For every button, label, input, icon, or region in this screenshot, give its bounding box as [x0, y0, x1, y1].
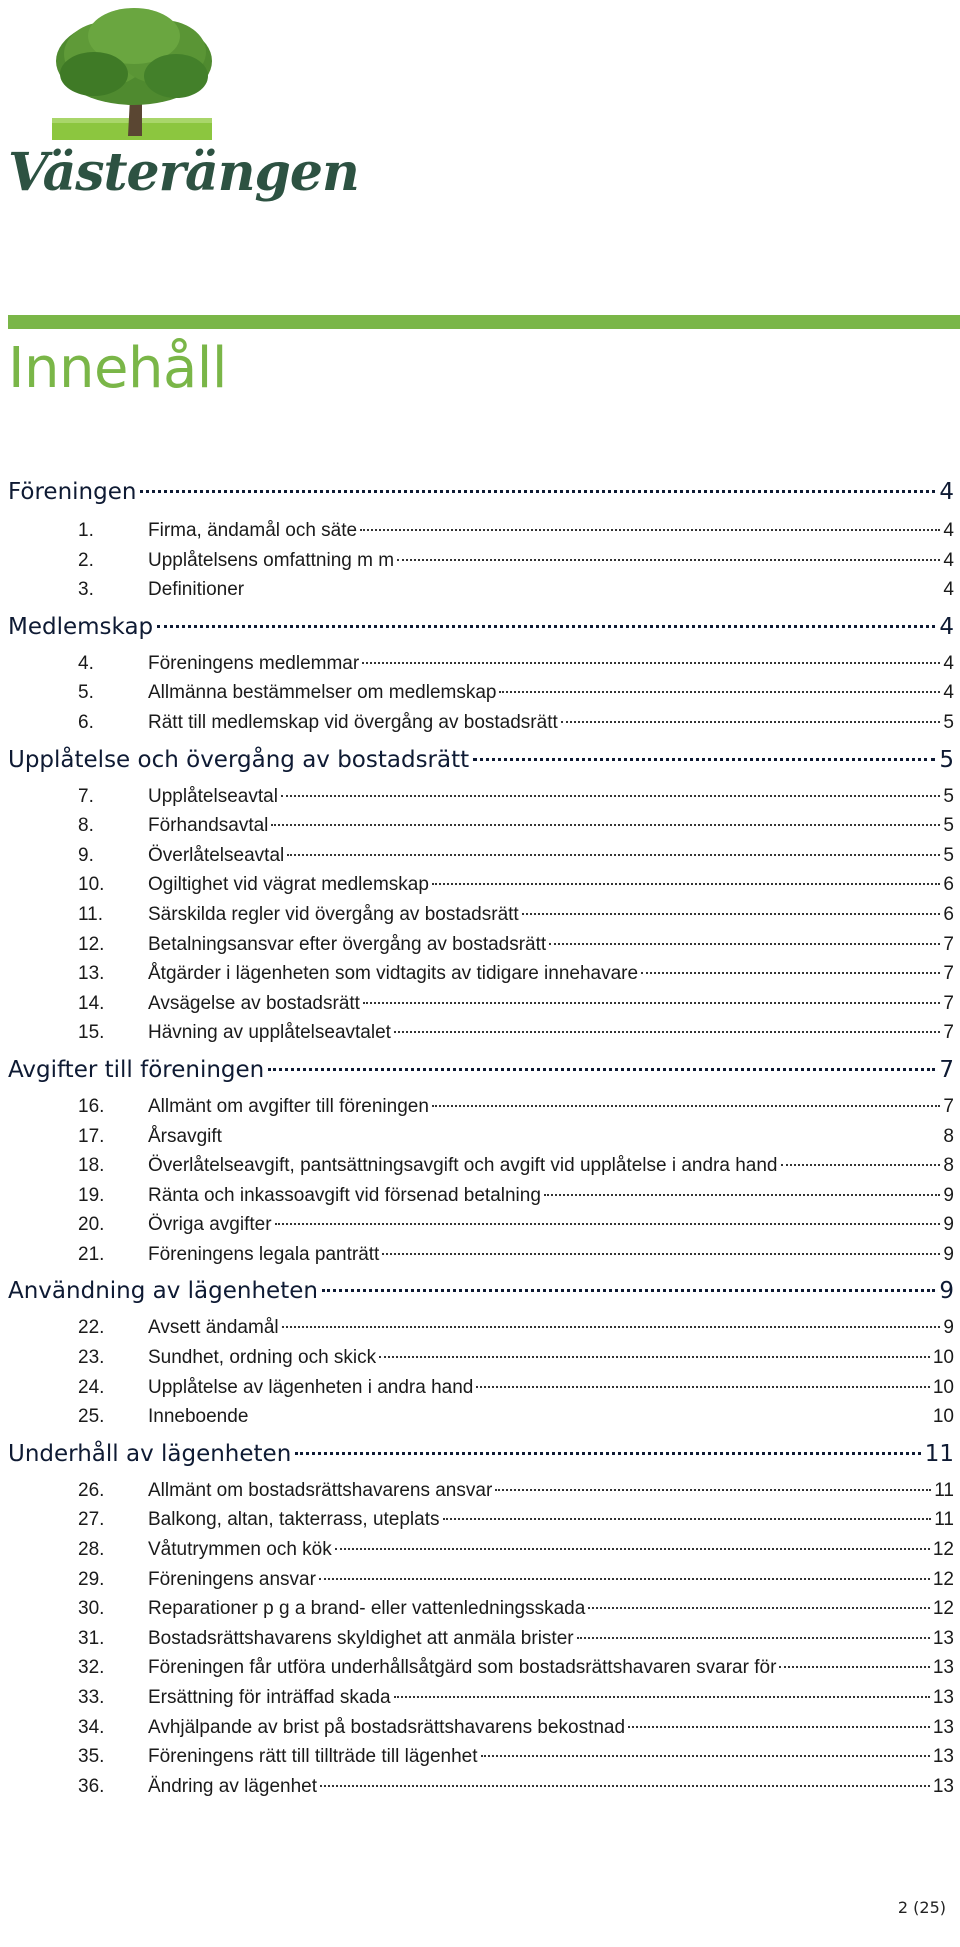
toc-entry-number: [8, 1713, 148, 1743]
toc-entry-number: [8, 1343, 148, 1373]
toc-entry-page: 8: [943, 1125, 954, 1147]
toc-entry[interactable]: [8, 930, 954, 960]
dot-leader: [295, 1452, 920, 1455]
toc-entry-title: Föreningens rätt till tillträde till lägenhet: [148, 1746, 478, 1768]
toc-entry-title: Reparationer p g a brand- eller vattenledningsskada: [148, 1598, 586, 1620]
toc-entry-number: [8, 959, 148, 989]
toc-entry[interactable]: [8, 1240, 954, 1270]
toc-entry[interactable]: [8, 516, 954, 546]
toc-section-page: 4: [939, 479, 954, 505]
dot-leader: [781, 1164, 941, 1166]
dot-leader: [432, 1105, 941, 1107]
page-number: 2 (25): [897, 1898, 946, 1917]
toc-entry-title: Överlåtelseavtal: [148, 844, 285, 866]
toc-entry-title: Förhandsavtal: [148, 815, 269, 837]
toc-section-title: Medlemskap: [8, 613, 154, 640]
toc-entry-number-text: 1.: [78, 520, 94, 541]
dot-leader: [379, 1356, 930, 1358]
toc-entry-number: [8, 1565, 148, 1595]
toc-entry-number-text: 12.: [78, 933, 105, 955]
toc-entry-page: 8: [943, 1155, 954, 1177]
toc-entry-number-text: 27.: [78, 1509, 105, 1531]
toc-entry[interactable]: [8, 1476, 954, 1506]
dot-leader: [394, 1696, 930, 1698]
toc-entry-page: 10: [932, 1376, 954, 1398]
toc-entry-number-text: 20.: [78, 1214, 105, 1236]
toc-entry-number-text: 2.: [78, 549, 94, 571]
toc-entry-page: 7: [943, 963, 954, 985]
toc-entry-page: 13: [932, 1716, 954, 1738]
toc-entry-number-text: 16.: [78, 1095, 105, 1117]
toc-section-entry[interactable]: [8, 468, 954, 516]
toc-entry[interactable]: [8, 1594, 954, 1624]
toc-entry-number-text: 11.: [78, 903, 104, 925]
toc-entry[interactable]: [8, 1122, 954, 1152]
dot-leader: [549, 943, 940, 945]
dot-leader: [281, 795, 941, 797]
dot-leader: [495, 1489, 931, 1491]
toc-entry-number-text: 18.: [78, 1155, 105, 1177]
toc-entry-number: [8, 1122, 148, 1152]
toc-entry-page: 11: [934, 1479, 954, 1501]
toc-entry-number: [8, 1742, 148, 1772]
toc-entry-page: 13: [932, 1687, 954, 1708]
toc-entry-number-text: 6.: [78, 711, 94, 733]
toc-entry-number-text: 9.: [78, 844, 94, 866]
dot-leader: [779, 1666, 929, 1668]
toc-entry-title: Avsägelse av bostadsrätt: [148, 992, 360, 1014]
toc-entry-title: Avsett ändamål: [148, 1317, 279, 1339]
toc-entry-number: [8, 1535, 148, 1565]
toc-entry-number: [8, 811, 148, 841]
toc-entry[interactable]: [8, 870, 954, 900]
toc-entry-title: Betalningsansvar efter övergång av bostadsrätt: [148, 933, 547, 955]
toc-entry-number-text: 8.: [78, 815, 94, 837]
toc-entry[interactable]: [8, 1772, 954, 1802]
toc-entry-title: Sundhet, ordning och skick: [148, 1347, 377, 1369]
toc-entry-page: 6: [943, 874, 954, 896]
toc-section-entry[interactable]: [8, 1048, 954, 1092]
toc-entry-number: [8, 1594, 148, 1624]
toc-section-title: Föreningen: [8, 479, 137, 505]
dot-leader: [432, 883, 941, 885]
dot-leader: [481, 1755, 930, 1757]
dot-leader: [320, 1785, 930, 1787]
toc-entry-number-text: 5.: [78, 682, 94, 704]
toc-entry[interactable]: [8, 1402, 954, 1432]
dot-leader: [588, 1607, 930, 1609]
dot-leader: [628, 1726, 930, 1728]
dot-leader: [577, 1637, 930, 1639]
toc-entry-page: 7: [943, 933, 954, 955]
toc-entry-number: [8, 1683, 148, 1713]
toc-entry-page: 7: [943, 1022, 954, 1044]
logo-wordmark: Västerängen: [8, 142, 359, 203]
logo: [8, 6, 359, 221]
toc-section-title: Underhåll av lägenheten: [8, 1440, 292, 1467]
toc-entry-page: 13: [932, 1775, 954, 1797]
toc-entry-title: Föreningens medlemmar: [148, 652, 360, 674]
toc-entry[interactable]: [8, 1373, 954, 1403]
toc-entry-number: [8, 900, 148, 930]
toc-entry-title: Överlåtelseavgift, pantsättningsavgift och avgift vid upplåtelse i andra hand: [148, 1155, 778, 1177]
toc-entry-title: Hävning av upplåtelseavtalet: [148, 1022, 391, 1044]
toc-entry-number-text: 36.: [78, 1775, 105, 1797]
toc-entry[interactable]: [8, 708, 954, 738]
toc-entry-title: Allmänt om bostadsrättshavarens ansvar: [148, 1479, 493, 1501]
toc-entry[interactable]: [8, 1565, 954, 1595]
toc-entry[interactable]: [8, 1742, 954, 1772]
toc-entry-page: 10: [932, 1347, 954, 1369]
toc-entry-number: [8, 1476, 148, 1506]
toc-entry-number: [8, 649, 148, 679]
toc-entry-title: Upplåtelsens omfattning m m: [148, 549, 395, 571]
dot-leader: [382, 1253, 940, 1255]
toc-entry-number-text: 13.: [78, 963, 105, 985]
toc-entry-number: [8, 870, 148, 900]
toc-entry-title: Upplåtelse av lägenheten i andra hand: [148, 1376, 474, 1398]
toc-entry[interactable]: [8, 649, 954, 679]
toc-section-page: 4: [939, 613, 954, 640]
toc-section-entry[interactable]: [8, 1269, 954, 1313]
toc-entry-page: 12: [932, 1539, 954, 1561]
dot-leader: [443, 1518, 932, 1520]
dot-leader: [499, 691, 940, 693]
toc-entry-page: 4: [943, 682, 954, 704]
toc-entry-number: [8, 930, 148, 960]
toc-entry[interactable]: [8, 1181, 954, 1211]
toc-entry-number-text: 14.: [78, 992, 105, 1014]
toc-entry-page: 9: [943, 1184, 954, 1206]
toc-entry-page: 11: [934, 1509, 954, 1531]
toc-entry-title: Balkong, altan, takterrass, uteplats: [148, 1509, 440, 1531]
dot-leader: [287, 854, 940, 856]
toc-section-entry[interactable]: [8, 738, 954, 782]
toc-entry-title: Ogiltighet vid vägrat medlemskap: [148, 874, 429, 896]
toc-entry-page: 5: [943, 844, 954, 866]
toc-entry-number: [8, 989, 148, 1019]
dot-leader: [268, 1068, 935, 1071]
toc-entry-number: [8, 678, 148, 708]
toc-entry-number-text: 33.: [78, 1687, 105, 1708]
toc-entry-number-text: 28.: [78, 1539, 105, 1561]
toc-entry[interactable]: [8, 989, 954, 1019]
dot-leader: [397, 559, 940, 561]
dot-leader: [360, 529, 940, 531]
toc-entry[interactable]: [8, 1018, 954, 1048]
toc-entry-title: Ränta och inkassoavgift vid försenad betalning: [148, 1184, 541, 1206]
dot-leader: [522, 913, 941, 915]
toc-entry-number-text: 7.: [78, 785, 94, 807]
toc-entry[interactable]: [8, 900, 954, 930]
dot-leader: [282, 1326, 941, 1328]
toc-entry-title: Upplåtelseavtal: [148, 785, 278, 807]
toc-entry-number: [8, 1210, 148, 1240]
page-title: Innehåll: [8, 336, 227, 401]
toc-entry-number: [8, 1092, 148, 1122]
toc-entry-page: 5: [943, 785, 954, 807]
dot-leader: [157, 625, 935, 628]
toc-entry-number-text: 30.: [78, 1598, 105, 1620]
dot-leader: [322, 1289, 935, 1292]
toc-entry-number: [8, 1240, 148, 1270]
toc-entry-page: 4: [943, 549, 954, 571]
dot-leader: [140, 490, 935, 493]
toc-entry-title: Allmänna bestämmelser om medlemskap: [148, 682, 497, 704]
toc-entry-title: Firma, ändamål och säte: [148, 520, 358, 541]
toc-entry-number: [8, 575, 148, 605]
toc-entry[interactable]: [8, 811, 954, 841]
toc-entry-number-text: 17.: [78, 1125, 105, 1147]
toc-section-entry[interactable]: [8, 605, 954, 649]
toc-entry-page: 10: [932, 1406, 954, 1428]
toc-entry[interactable]: [8, 1092, 954, 1122]
dot-leader: [544, 1194, 941, 1196]
toc-entry-number: [8, 1772, 148, 1802]
toc-entry[interactable]: [8, 841, 954, 871]
toc-entry-title: Våtutrymmen och kök: [148, 1539, 332, 1561]
toc-entry-title: Övriga avgifter: [148, 1214, 272, 1236]
toc-entry[interactable]: [8, 1624, 954, 1654]
toc-entry-number-text: 15.: [78, 1022, 105, 1044]
toc-section-title: Upplåtelse och övergång av bostadsrätt: [8, 746, 470, 773]
toc-entry-page: 5: [943, 815, 954, 837]
toc-entry[interactable]: [8, 1210, 954, 1240]
toc-entry-title: Allmänt om avgifter till föreningen: [148, 1095, 429, 1117]
toc-entry-title: Rätt till medlemskap vid övergång av bostadsrätt: [148, 711, 558, 733]
toc-entry-title: Föreningen får utföra underhållsåtgärd som bostadsrättshavaren svarar för: [148, 1657, 777, 1679]
toc-entry-number: [8, 1505, 148, 1535]
toc-entry-number-text: 24.: [78, 1376, 105, 1398]
toc-entry-number-text: 35.: [78, 1746, 105, 1768]
toc-entry-title: Årsavgift: [148, 1125, 222, 1147]
toc-entry-number-text: 23.: [78, 1347, 105, 1369]
toc-entry-page: 13: [932, 1657, 954, 1679]
toc-entry-number: [8, 782, 148, 812]
table-of-contents: [8, 468, 954, 1801]
toc-entry-title: Definitioner: [148, 579, 245, 601]
green-divider: [8, 315, 960, 329]
dot-leader: [362, 662, 940, 664]
toc-section-page: 5: [939, 746, 954, 773]
toc-section-title: Användning av lägenheten: [8, 1278, 318, 1305]
toc-entry-number-text: 34.: [78, 1716, 105, 1738]
dot-leader: [394, 1031, 940, 1033]
toc-entry-title: Åtgärder i lägenheten som vidtagits av tidigare innehavare: [148, 963, 639, 985]
toc-section-page: 7: [939, 1056, 954, 1083]
toc-entry[interactable]: [8, 678, 954, 708]
toc-entry-page: 4: [943, 579, 954, 601]
toc-entry-page: 12: [932, 1598, 954, 1620]
toc-entry[interactable]: [8, 1535, 954, 1565]
toc-entry-page: 4: [943, 652, 954, 674]
toc-entry-page: 7: [943, 1095, 954, 1117]
toc-entry[interactable]: [8, 1713, 954, 1743]
toc-entry[interactable]: [8, 782, 954, 812]
toc-entry-page: 9: [943, 1243, 954, 1265]
toc-entry-number: [8, 841, 148, 871]
toc-entry-number: [8, 1151, 148, 1181]
dot-leader: [363, 1002, 940, 1004]
toc-entry[interactable]: [8, 1505, 954, 1535]
toc-entry[interactable]: [8, 1151, 954, 1181]
toc-entry-page: 12: [932, 1568, 954, 1590]
toc-entry-number: [8, 516, 148, 546]
toc-entry-page: 13: [932, 1627, 954, 1649]
toc-entry[interactable]: [8, 1653, 954, 1683]
toc-entry-number-text: 32.: [78, 1657, 105, 1679]
toc-entry[interactable]: [8, 546, 954, 576]
dot-leader: [476, 1386, 930, 1388]
toc-entry[interactable]: [8, 1313, 954, 1343]
dot-leader: [275, 1223, 941, 1225]
toc-entry[interactable]: [8, 1683, 954, 1713]
dot-leader: [561, 721, 941, 723]
toc-section-page: 11: [924, 1440, 954, 1467]
toc-entry-number-text: 21.: [78, 1243, 105, 1265]
toc-section-title: Avgifter till föreningen: [8, 1056, 265, 1083]
toc-entry-number: [8, 1373, 148, 1403]
toc-entry[interactable]: [8, 959, 954, 989]
toc-entry-page: 4: [943, 520, 954, 541]
dot-leader: [335, 1548, 930, 1550]
toc-entry-number: [8, 1181, 148, 1211]
dot-leader: [641, 972, 940, 974]
toc-entry-page: 7: [943, 992, 954, 1014]
toc-entry-page: 6: [943, 903, 954, 925]
toc-entry-number-text: 25.: [78, 1406, 105, 1428]
toc-entry-number: [8, 708, 148, 738]
toc-entry-number-text: 10.: [78, 874, 105, 896]
toc-entry-title: Bostadsrättshavarens skyldighet att anmäla brister: [148, 1627, 574, 1649]
toc-entry-title: Föreningens ansvar: [148, 1568, 316, 1590]
toc-entry-title: Avhjälpande av brist på bostadsrättshavarens bekostnad: [148, 1716, 626, 1738]
toc-entry-page: 5: [943, 711, 954, 733]
toc-entry-page: 9: [943, 1317, 954, 1339]
toc-entry-number: [8, 1313, 148, 1343]
toc-entry-number-text: 31.: [78, 1627, 105, 1649]
toc-entry-number-text: 22.: [78, 1317, 105, 1339]
toc-entry[interactable]: [8, 1343, 954, 1373]
toc-entry-page: 9: [943, 1214, 954, 1236]
toc-entry-number-text: 26.: [78, 1479, 105, 1501]
toc-entry-number-text: 29.: [78, 1568, 105, 1590]
toc-entry-number-text: 3.: [78, 579, 94, 601]
dot-leader: [271, 824, 940, 826]
toc-entry-title: Ersättning för inträffad skada: [148, 1687, 391, 1708]
toc-entry-number-text: 4.: [78, 652, 94, 674]
toc-entry-number: [8, 1624, 148, 1654]
toc-entry-page: 13: [932, 1746, 954, 1768]
dot-leader: [319, 1578, 930, 1580]
toc-section-entry[interactable]: [8, 1432, 954, 1476]
toc-entry-title: Särskilda regler vid övergång av bostadsrätt: [148, 903, 519, 925]
toc-entry-number: [8, 1018, 148, 1048]
toc-entry-title: Inneboende: [148, 1406, 249, 1428]
toc-entry-number: [8, 546, 148, 576]
toc-entry-number: [8, 1653, 148, 1683]
toc-entry-title: Föreningens legala panträtt: [148, 1243, 380, 1265]
toc-entry[interactable]: [8, 575, 954, 605]
toc-section-page: 9: [939, 1278, 954, 1305]
toc-entry-title: Ändring av lägenhet: [148, 1775, 318, 1797]
toc-entry-number-text: 19.: [78, 1184, 105, 1206]
dot-leader: [473, 758, 935, 761]
toc-entry-number: [8, 1402, 148, 1432]
tree-icon: [44, 6, 224, 146]
